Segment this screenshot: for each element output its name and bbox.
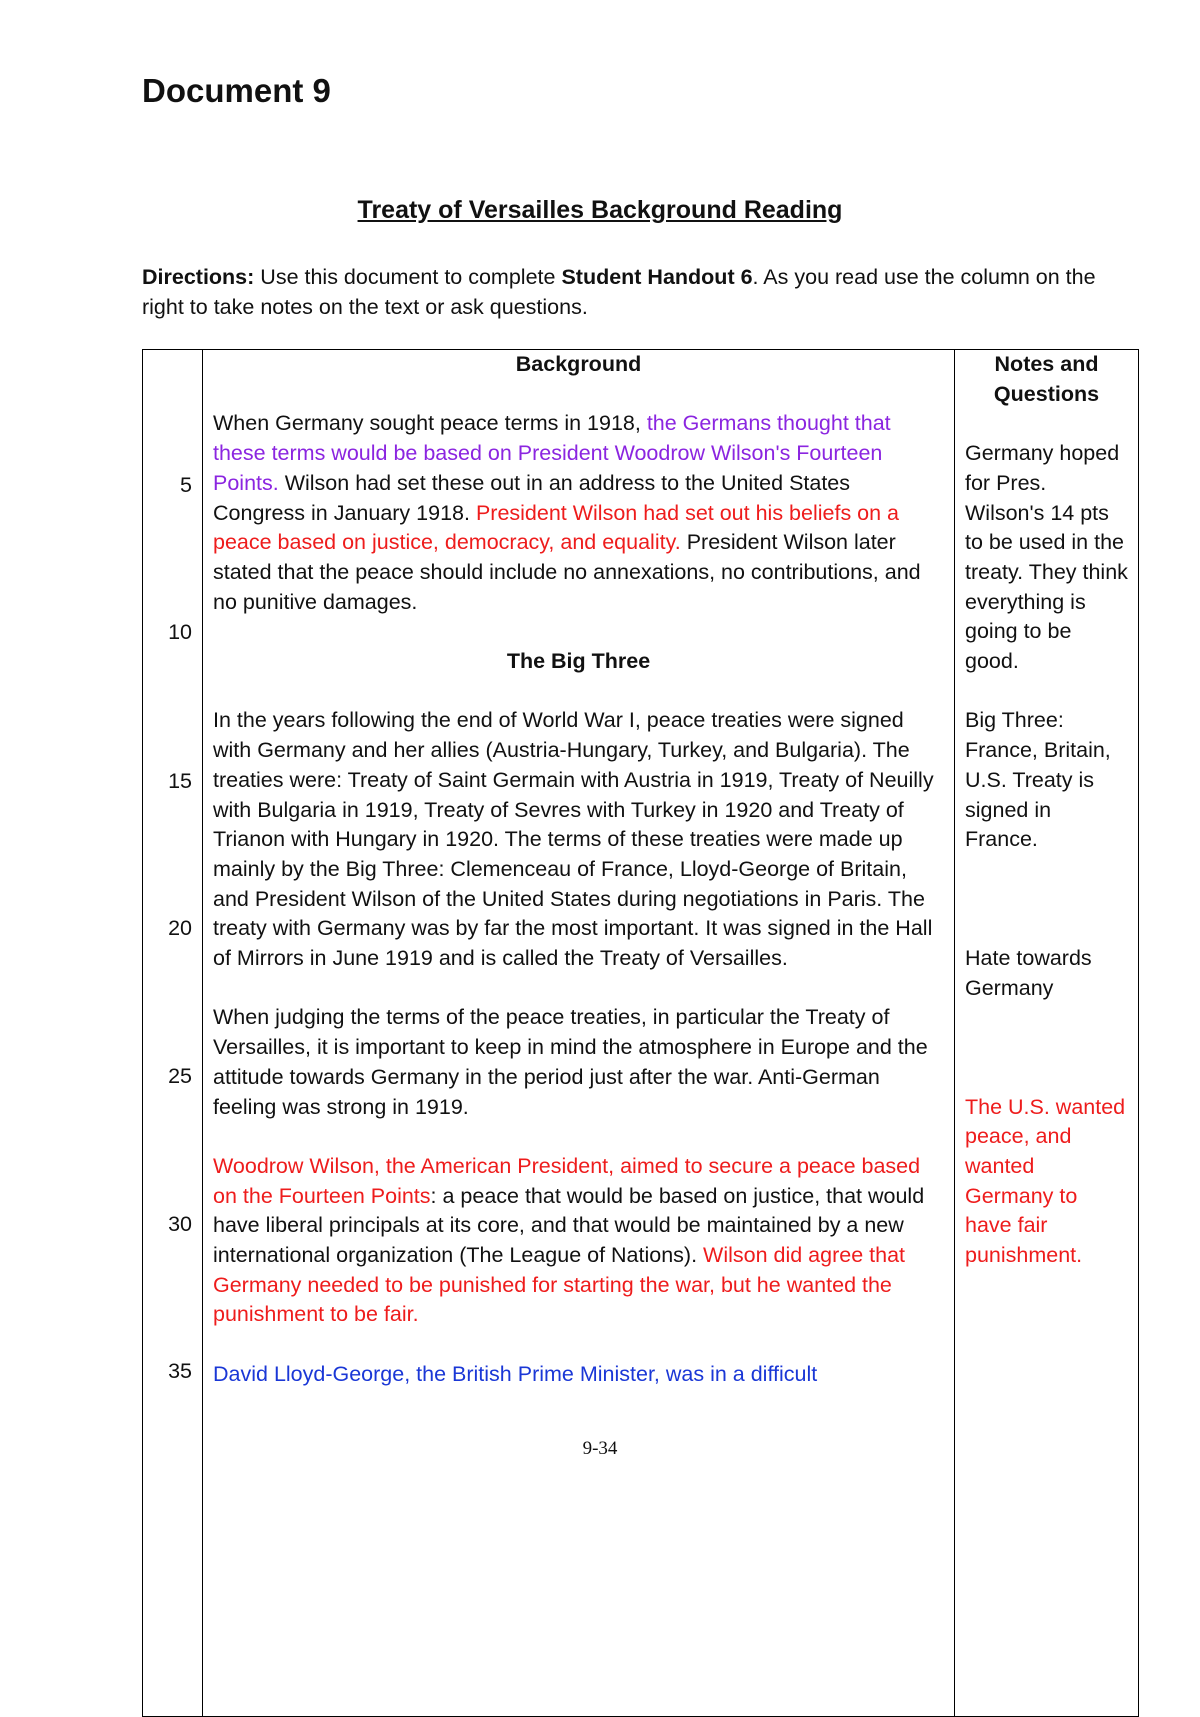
p4-text: : a peace that would be based on justice, that would have liberal principals at its core, and that would be maintained by a new international organization (The League of Nations).: [213, 1183, 925, 1268]
p1-text-1: When Germany sought peace terms in 1918,: [213, 411, 647, 436]
reading-table: [142, 349, 1139, 1717]
directions: [142, 262, 1102, 322]
student-handout-ref: Student Handout 6: [561, 265, 753, 289]
note-germany-hoped: Germany hoped for Pres. Wilson's 14 pts to be used in the treaty. They think everything is going to be good.: [965, 441, 1128, 674]
paragraph-big-three: In the years following the end of World War I, peace treaties were signed with Germany and her allies (Austria-Hungary, Turkey, and Bulgaria). The treaties were: Treaty of Saint Germain with Austria in 1919, Treaty of Neuilly with Bulgaria in 1919, Treaty of Sevres with Turkey in 1920 and Treaty of Trianon with Hungary in 1920. The terms of these treaties were made up mainly by the Big Three: Clemenceau of France, Lloyd-George of Britain, and President Wilson of the United States during negotiations in Paris. The treaty with Germany was by far the most important. It was signed in the Hall of Mirrors in June 1919 and is called the Treaty of Versailles.: [213, 708, 934, 971]
notes-header: Notes and Questions: [993, 352, 1100, 406]
line-number-5: 5: [180, 473, 192, 497]
background-column: [203, 350, 955, 1717]
spacer: [213, 677, 944, 707]
spacer: [213, 617, 944, 647]
line-number-10: 10: [168, 620, 192, 644]
directions-text-1: Use this document to complete: [254, 265, 562, 289]
spacer: [213, 1330, 944, 1360]
spacer: [213, 380, 944, 410]
page-number: 9-34: [582, 1438, 618, 1459]
background-text: [203, 350, 954, 1390]
spacer: [965, 677, 1128, 707]
line-number-15: 15: [168, 769, 192, 793]
background-header: Background: [515, 352, 642, 376]
line-number-column: [143, 350, 203, 1717]
line-number-30: 30: [168, 1212, 192, 1236]
directions-label: Directions:: [142, 265, 255, 289]
document-heading: Document 9: [142, 72, 331, 109]
note-big-three: Big Three: France, Britain, U.S. Treaty is signed in France.: [965, 708, 1111, 852]
note-hate-towards-germany: Hate towards Germany: [965, 946, 1092, 1000]
line-numbers: [143, 350, 202, 1716]
p1-text-2: Wilson had set these out in an address to the United States Congress in January 1918.: [213, 470, 851, 525]
p1-text-3: President Wilson later stated that the peace should include no annexations, no contributions, and no punitive damages.: [213, 530, 921, 614]
line-number-20: 20: [168, 916, 192, 940]
spacer: [965, 1003, 1128, 1092]
reading-title: Treaty of Versailles Background Reading: [357, 196, 843, 224]
big-three-header: The Big Three: [506, 649, 651, 673]
line-number-25: 25: [168, 1064, 192, 1088]
spacer: [213, 1122, 944, 1152]
paragraph-atmosphere: When judging the terms of the peace treaties, in particular the Treaty of Versailles, it is important to keep in mind the atmosphere in Europe and the attitude towards Germany in the period just after the war. Anti-German feeling was strong in 1919.: [213, 1005, 928, 1119]
directions-text-2: . As you read use the column on the right to take notes on the text or ask questions.: [142, 265, 1096, 319]
paragraph-peace-terms: [213, 409, 944, 617]
p1-highlight-purple: the Germans thought that these terms would be based on President Woodrow Wilson's Fourteen Points.: [213, 411, 891, 495]
paragraph-lloyd-george: David Lloyd-George, the British Prime Minister, was in a difficult: [213, 1361, 818, 1386]
paragraph-wilson: [213, 1152, 944, 1330]
note-us-wanted-peace: The U.S. wanted peace, and wanted Germany to have fair punishment.: [965, 1094, 1126, 1268]
p1-highlight-red: President Wilson had set out his beliefs on a peace based on justice, democracy, and equality.: [213, 500, 900, 555]
spacer: [965, 409, 1128, 439]
p4-highlight-red-1: Woodrow Wilson, the American President, aimed to secure a peace based on the Fourteen Points: [213, 1153, 921, 1208]
notes-text: [955, 350, 1138, 1271]
spacer: [213, 974, 944, 1004]
notes-column: [955, 350, 1139, 1717]
p4-highlight-red-2: Wilson did agree that Germany needed to be punished for starting the war, but he wanted the punishment to be fair.: [213, 1243, 906, 1327]
spacer: [965, 855, 1128, 944]
line-number-35: 35: [168, 1359, 192, 1383]
